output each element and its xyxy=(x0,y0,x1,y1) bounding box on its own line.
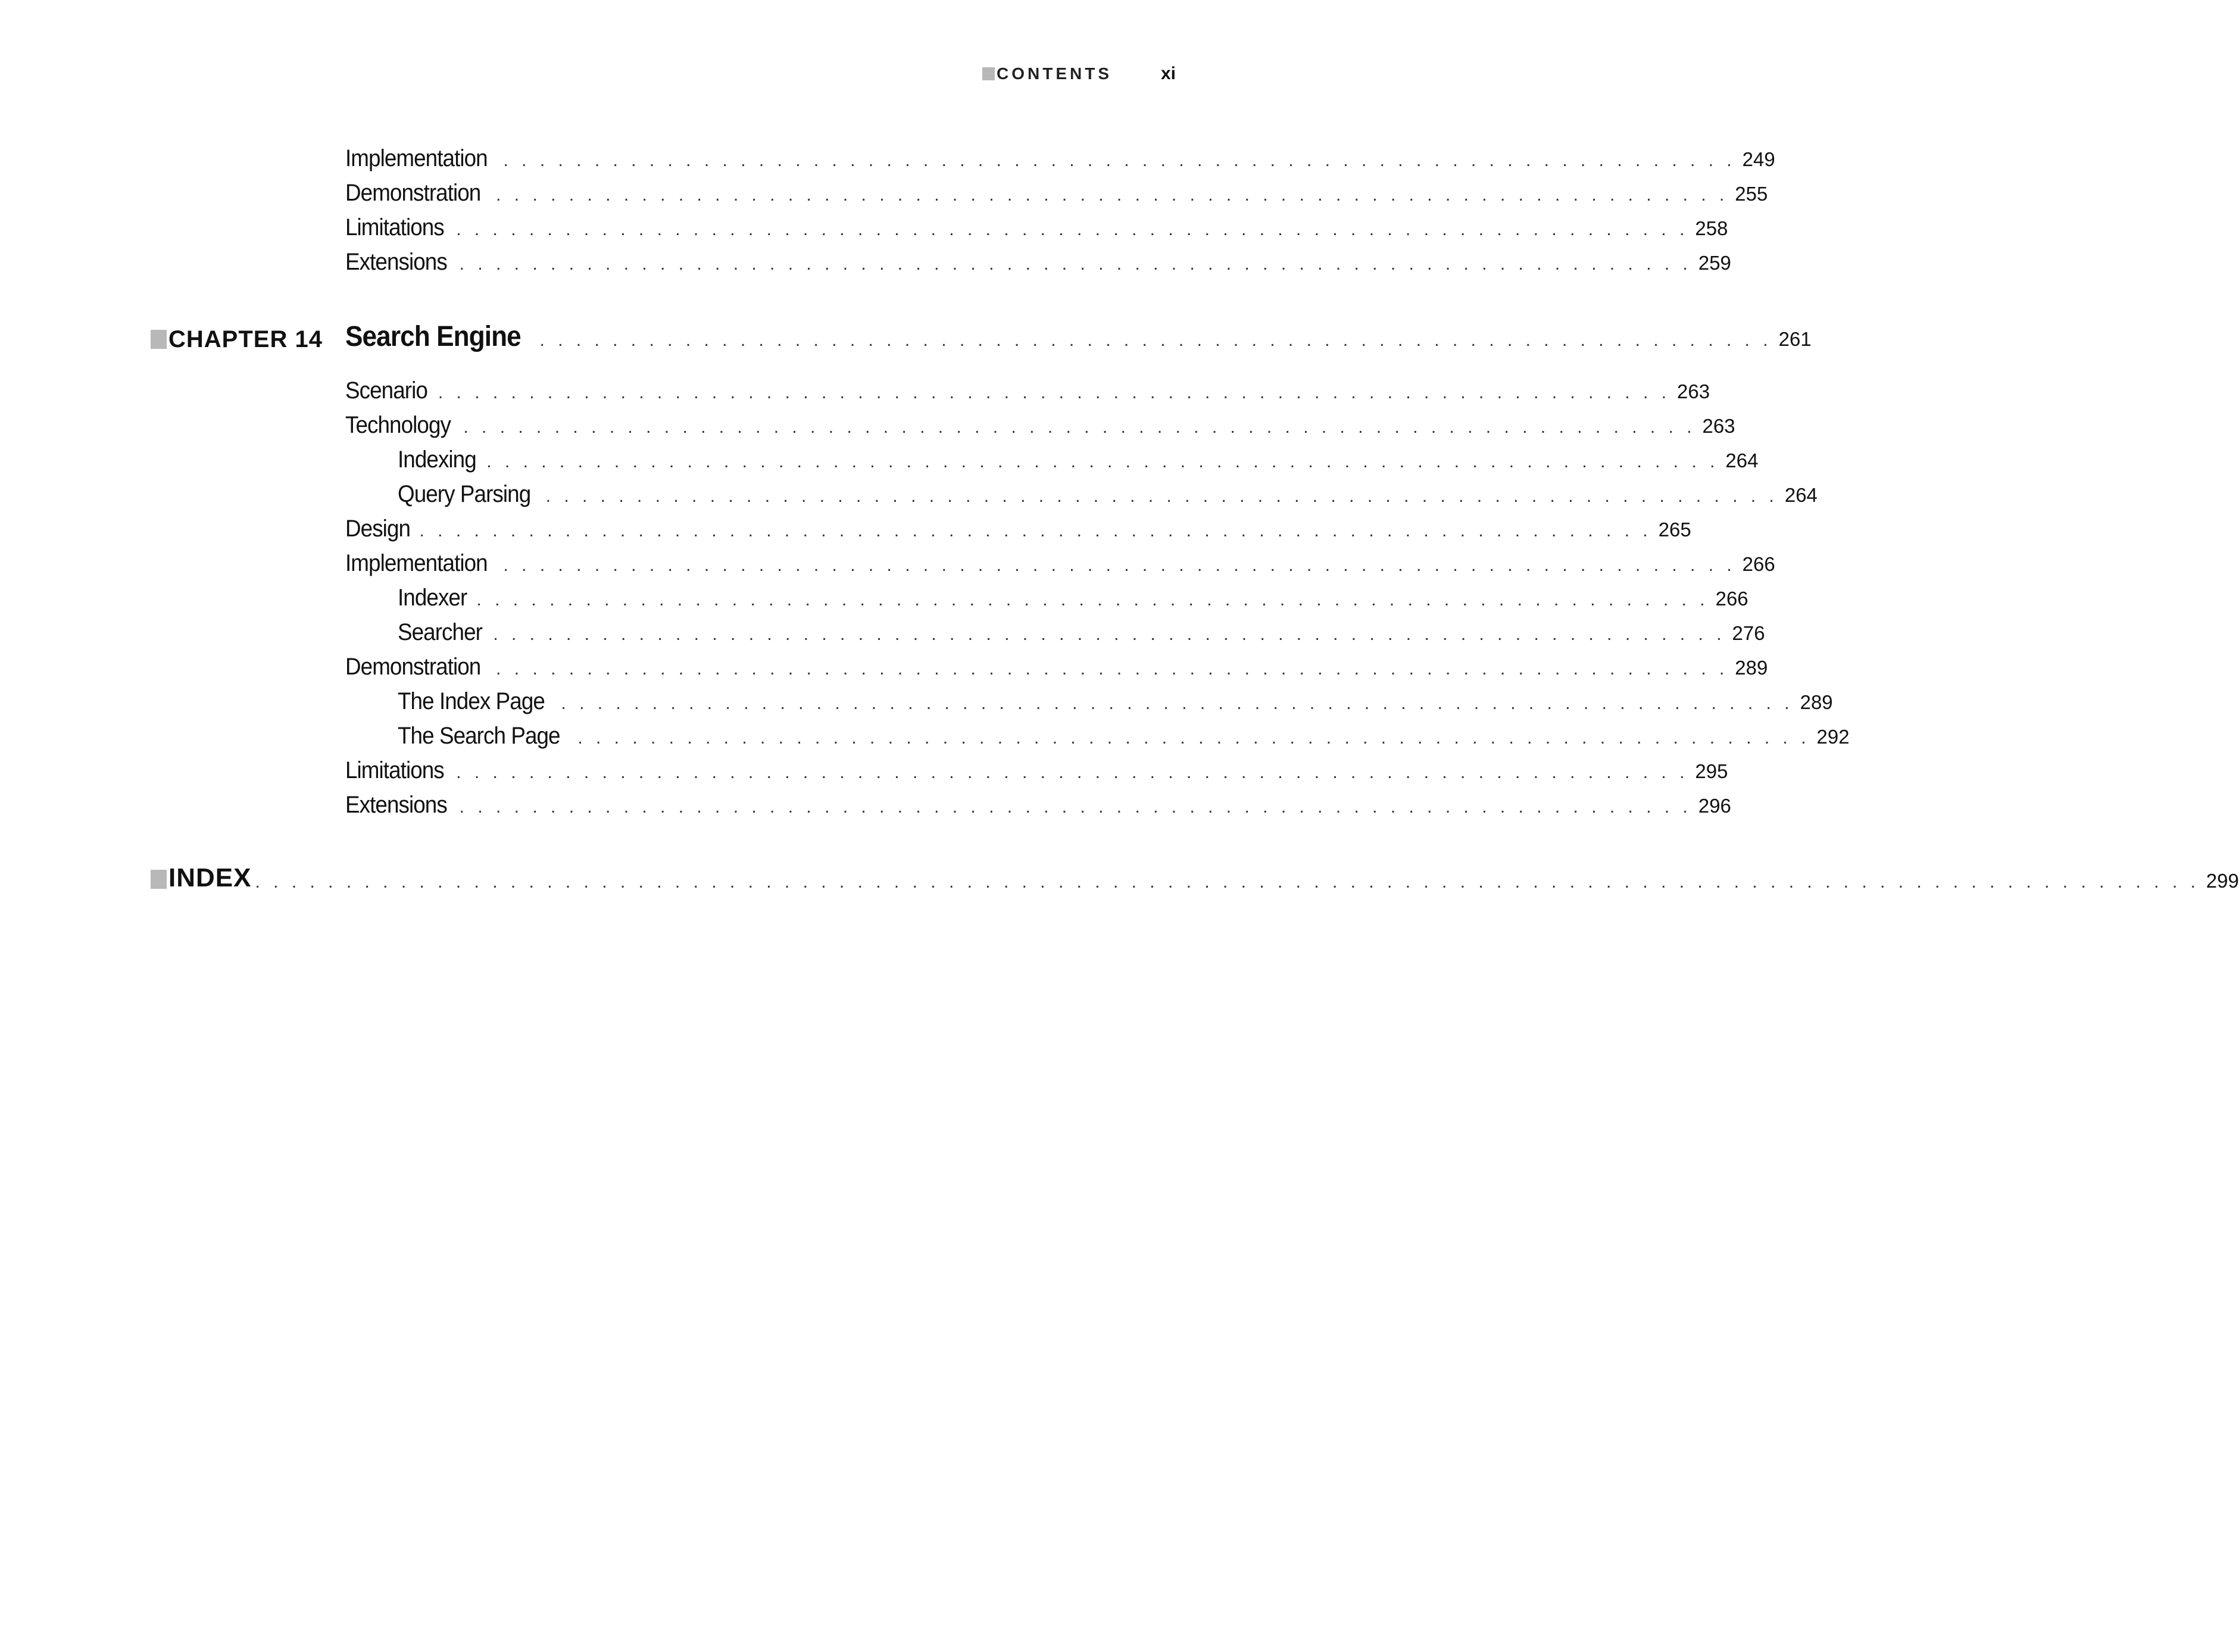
toc-subentry[interactable] xyxy=(398,723,1850,757)
dot-leader: . . . . . . . . . . . . . . . . . . . . . . . . . . . . . . . . . . . . . . . . . . . . . . . . . . . . . . . . . . . . . . . . . . . . xyxy=(456,763,1689,782)
dot-leader: . . . . . . . . . . . . . . . . . . . . . . . . . . . . . . . . . . . . . . . . . . . . . . . . . . . . . . . . . . . . . . . . . . . . xyxy=(476,590,1709,610)
toc-entry[interactable] xyxy=(345,550,1775,585)
toc-entry[interactable] xyxy=(345,377,1710,412)
toc-entry-title: Limitations xyxy=(345,214,444,241)
toc-entry[interactable] xyxy=(345,654,1768,688)
toc-entry-title: Extensions xyxy=(345,249,447,275)
dot-leader: . . . . . . . . . . . . . . . . . . . . . . . . . . . . . . . . . . . . . . . . . . . . . . . . . . . . . . . . . . . . . . . . . . . . xyxy=(496,659,1729,679)
toc-entry-page: 258 xyxy=(1695,217,1728,239)
index-entry[interactable] xyxy=(151,863,2239,898)
chapter-label xyxy=(151,324,323,354)
toc-entry-page: 264 xyxy=(1725,449,1759,471)
dot-leader: . . . . . . . . . . . . . . . . . . . . . . . . . . . . . . . . . . . . . . . . . . . . . . . . . . . . . . . . . . . . . . . . . . . . xyxy=(463,417,1696,437)
toc-entry-page: 295 xyxy=(1695,760,1728,782)
toc-entry-title: Demonstration xyxy=(345,654,481,680)
toc-entry-page: 289 xyxy=(1800,691,1833,713)
toc-entry-title: Implementation xyxy=(345,550,488,576)
toc-entry[interactable] xyxy=(345,249,1731,283)
toc-subentry[interactable] xyxy=(398,688,1833,723)
chapter-number: CHAPTER 14 xyxy=(168,326,323,352)
toc-entry-title: Indexer xyxy=(398,585,467,611)
toc-entry[interactable] xyxy=(345,412,1735,446)
toc-subentry[interactable] xyxy=(398,481,1818,516)
toc-entry-page: 255 xyxy=(1735,183,1768,205)
toc-entry-title: Query Parsing xyxy=(398,481,531,507)
toc-subentry[interactable] xyxy=(398,446,1759,481)
chapter-marker-icon xyxy=(151,330,167,349)
dot-leader: . . . . . . . . . . . . . . . . . . . . . . . . . . . . . . . . . . . . . . . . . . . . . . . . . . . . . . . . . . . . . . . . . . . . xyxy=(539,330,1772,350)
toc-entry-page: 289 xyxy=(1735,657,1768,679)
page-number: xi xyxy=(1161,64,1176,83)
toc-entry-title: Searcher xyxy=(398,619,482,645)
dot-leader: . . . . . . . . . . . . . . . . . . . . . . . . . . . . . . . . . . . . . . . . . . . . . . . . . . . . . . . . . . . . . . . . . . . . xyxy=(545,486,1778,506)
toc-subentry[interactable] xyxy=(398,585,1748,619)
index-label-group xyxy=(151,863,251,893)
dot-leader: . . . . . . . . . . . . . . . . . . . . . . . . . . . . . . . . . . . . . . . . . . . . . . . . . . . . . . . . . . . . . . . . . . . . xyxy=(577,728,1810,748)
toc-entry-title: The Index Page xyxy=(398,688,545,714)
toc-entry-page: 263 xyxy=(1677,380,1710,402)
toc-entry-page: 296 xyxy=(1698,795,1731,817)
chapter-heading[interactable] xyxy=(345,320,1812,355)
toc-entry-page: 265 xyxy=(1658,519,1691,541)
toc-entry-page: 263 xyxy=(1702,415,1735,437)
toc-entry-title: Indexing xyxy=(398,446,476,473)
toc-entry-title: Implementation xyxy=(345,145,488,171)
header-marker-icon xyxy=(982,67,995,80)
index-label: INDEX xyxy=(168,863,252,892)
toc-entry-title: Limitations xyxy=(345,757,444,783)
toc-entry[interactable] xyxy=(345,180,1768,214)
dot-leader: . . . . . . . . . . . . . . . . . . . . . . . . . . . . . . . . . . . . . . . . . . . . . . . . . . . . . . . . . . . . . . . . . . . . xyxy=(503,555,1736,575)
dot-leader: . . . . . . . . . . . . . . . . . . . . . . . . . . . . . . . . . . . . . . . . . . . . . . . . . . . . . . . . . . . . . . . . . . . . xyxy=(459,254,1692,274)
toc-entry[interactable] xyxy=(345,214,1728,249)
running-header xyxy=(982,62,1112,86)
chapter-page: 261 xyxy=(1778,328,1812,350)
toc-entry-title: Demonstration xyxy=(345,180,481,206)
toc-subentry[interactable] xyxy=(398,619,1765,654)
toc-entry-title: Extensions xyxy=(345,792,447,818)
toc-entry-page: 276 xyxy=(1732,622,1765,644)
dot-leader: . . . . . . . . . . . . . . . . . . . . . . . . . . . . . . . . . . . . . . . . . . . . . . . . . . . . . . . . . . . . . . . . . . . . xyxy=(561,694,1794,713)
dot-leader: . . . . . . . . . . . . . . . . . . . . . . . . . . . . . . . . . . . . . . . . . . . . . . . . . . . . . . . . . . . . . . . . . . . . . . . . . . . . . . . . . . . . . . . . . . . . . . . . . . . . . . . . . . . xyxy=(255,872,2200,892)
index-page: 299 xyxy=(2206,870,2239,892)
index-marker-icon xyxy=(151,870,167,889)
toc-entry-page: 249 xyxy=(1742,148,1775,170)
toc-entry-page: 266 xyxy=(1742,553,1775,575)
dot-leader: . . . . . . . . . . . . . . . . . . . . . . . . . . . . . . . . . . . . . . . . . . . . . . . . . . . . . . . . . . . . . . . . . . . . xyxy=(493,624,1726,644)
toc-entry-title: Scenario xyxy=(345,377,427,404)
toc-entry-title: The Search Page xyxy=(398,723,560,749)
dot-leader: . . . . . . . . . . . . . . . . . . . . . . . . . . . . . . . . . . . . . . . . . . . . . . . . . . . . . . . . . . . . . . . . . . . . xyxy=(459,797,1692,817)
toc-entry[interactable] xyxy=(345,757,1728,792)
toc-entry[interactable] xyxy=(345,516,1691,550)
dot-leader: . . . . . . . . . . . . . . . . . . . . . . . . . . . . . . . . . . . . . . . . . . . . . . . . . . . . . . . . . . . . . . . . . . . . xyxy=(486,452,1719,471)
dot-leader: . . . . . . . . . . . . . . . . . . . . . . . . . . . . . . . . . . . . . . . . . . . . . . . . . . . . . . . . . . . . . . . . . . . . xyxy=(419,521,1652,541)
dot-leader: . . . . . . . . . . . . . . . . . . . . . . . . . . . . . . . . . . . . . . . . . . . . . . . . . . . . . . . . . . . . . . . . . . . . xyxy=(438,383,1671,402)
toc-entry[interactable] xyxy=(345,145,1775,180)
running-header-label: CONTENTS xyxy=(997,64,1112,83)
toc-entry-page: 292 xyxy=(1816,726,1850,748)
toc-entry-title: Technology xyxy=(345,412,451,438)
toc-entry-page: 264 xyxy=(1784,484,1818,506)
toc-entry-title: Design xyxy=(345,516,411,542)
toc-entry-page: 259 xyxy=(1698,252,1731,274)
dot-leader: . . . . . . . . . . . . . . . . . . . . . . . . . . . . . . . . . . . . . . . . . . . . . . . . . . . . . . . . . . . . . . . . . . . . xyxy=(503,151,1736,170)
dot-leader: . . . . . . . . . . . . . . . . . . . . . . . . . . . . . . . . . . . . . . . . . . . . . . . . . . . . . . . . . . . . . . . . . . . . xyxy=(456,220,1689,239)
chapter-title: Search Engine xyxy=(345,321,521,352)
toc-entry-page: 266 xyxy=(1715,588,1748,610)
toc-entry[interactable] xyxy=(345,792,1731,826)
dot-leader: . . . . . . . . . . . . . . . . . . . . . . . . . . . . . . . . . . . . . . . . . . . . . . . . . . . . . . . . . . . . . . . . . . . . xyxy=(496,185,1729,205)
